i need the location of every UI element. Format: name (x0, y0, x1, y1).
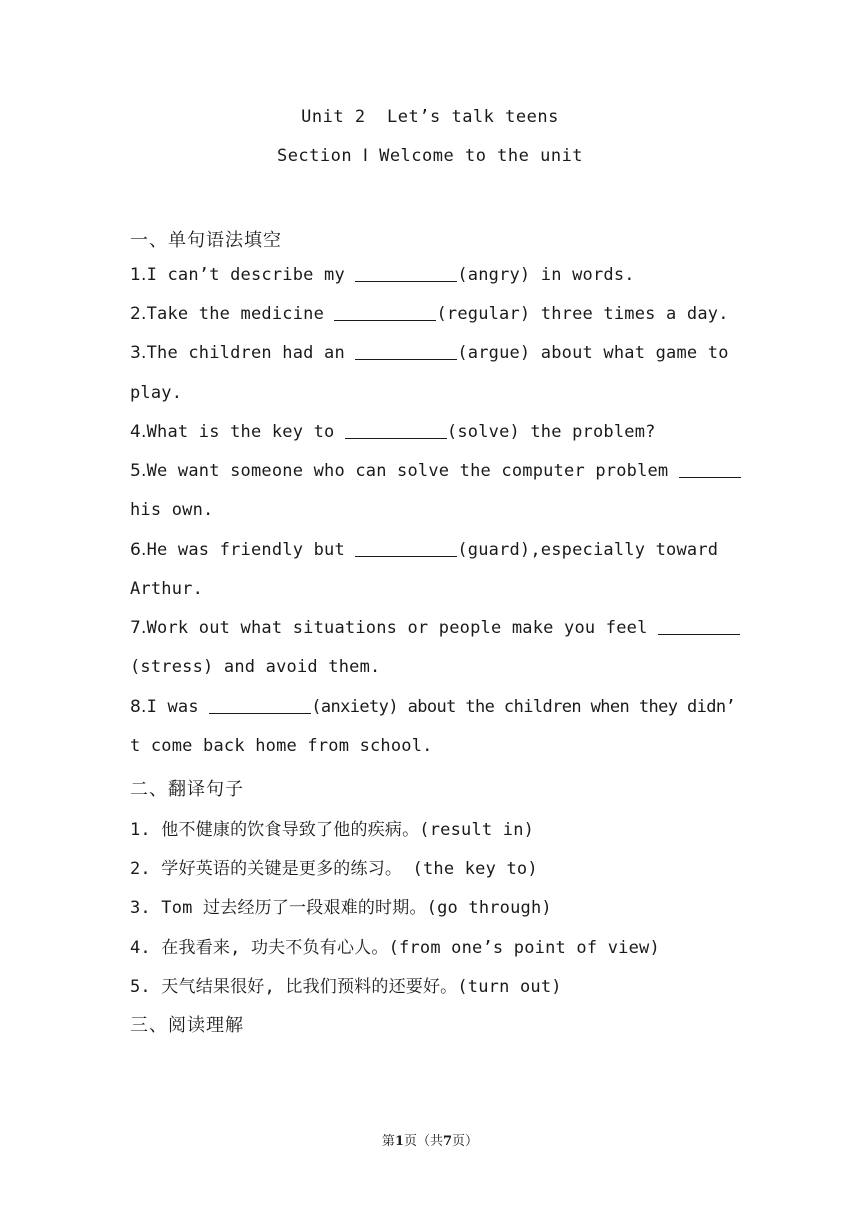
question-text: (angry) in words. (457, 265, 635, 285)
question-3-continued: play. (130, 383, 183, 403)
question-number: 8. (130, 697, 147, 717)
translation-item-2: 2. 学好英语的关键是更多的练习。 (the key to) (130, 859, 538, 879)
question-6 (130, 540, 730, 560)
question-number: 7. (130, 618, 147, 638)
footer-text: 第 (381, 1134, 395, 1149)
question-8 (130, 697, 736, 717)
question-5 (130, 461, 730, 481)
question-text: What is the key to (146, 422, 345, 442)
translation-item-4: 4. 在我看来, 功夫不负有心人。(from one’s point of view) (130, 938, 660, 958)
answer-blank[interactable] (355, 267, 457, 282)
question-1 (130, 265, 730, 285)
question-text: Take the medicine (146, 304, 335, 324)
question-text: (argue) about what game to (457, 343, 729, 363)
question-6-continued: Arthur. (130, 579, 204, 599)
answer-blank[interactable] (355, 345, 457, 360)
question-number: 5. (130, 461, 147, 481)
answer-blank[interactable] (209, 699, 311, 714)
footer-text: 页（共 (403, 1134, 443, 1149)
part1-heading: 一、单句语法填空 (130, 230, 282, 251)
answer-blank[interactable] (345, 424, 447, 439)
question-text: Work out what situations or people make you feel (146, 618, 658, 638)
answer-blank[interactable] (658, 620, 740, 635)
question-text: We want someone who can solve the computer problem (146, 461, 679, 481)
unit-title: Unit 2 Let’s talk teens (301, 107, 559, 127)
translation-item-3: 3. Tom 过去经历了一段艰难的时期。(go through) (130, 898, 552, 918)
answer-blank[interactable] (334, 306, 436, 321)
question-text: He was friendly but (146, 540, 356, 560)
question-text: (guard),especially toward (457, 540, 719, 560)
question-text: (regular) three times a day. (436, 304, 729, 324)
page-number: 1 (394, 1134, 404, 1149)
question-8-continued: t come back home from school. (130, 736, 433, 756)
question-7 (130, 618, 730, 638)
question-number: 3. (130, 343, 147, 363)
question-text: I was (146, 697, 210, 717)
question-number: 2. (130, 304, 147, 324)
question-7-continued: (stress) and avoid them. (130, 657, 381, 677)
translation-item-1: 1. 他不健康的饮食导致了他的疾病。(result in) (130, 820, 535, 840)
total-pages: 7 (443, 1134, 453, 1149)
section-title: Section Ⅰ Welcome to the unit (276, 146, 584, 166)
question-number: 1. (130, 265, 147, 285)
answer-blank[interactable] (355, 542, 457, 557)
footer-text: 页） (452, 1134, 479, 1149)
question-text: The children had an (146, 343, 356, 363)
question-2 (130, 304, 730, 324)
question-3 (130, 343, 730, 363)
translation-item-5: 5. 天气结果很好, 比我们预料的还要好。(turn out) (130, 977, 562, 997)
part3-heading: 三、阅读理解 (130, 1015, 244, 1036)
question-5-continued: his own. (130, 500, 214, 520)
question-text: (solve) the problem? (446, 422, 656, 442)
question-text: I can’t describe my (146, 265, 356, 285)
question-number: 4. (130, 422, 147, 442)
question-number: 6. (130, 540, 147, 560)
question-4 (130, 422, 730, 442)
answer-blank[interactable] (679, 463, 741, 478)
question-text: (anxiety) about the children when they didn’ (311, 697, 736, 717)
page-footer (0, 1130, 860, 1149)
part2-heading: 二、翻译句子 (130, 779, 244, 800)
